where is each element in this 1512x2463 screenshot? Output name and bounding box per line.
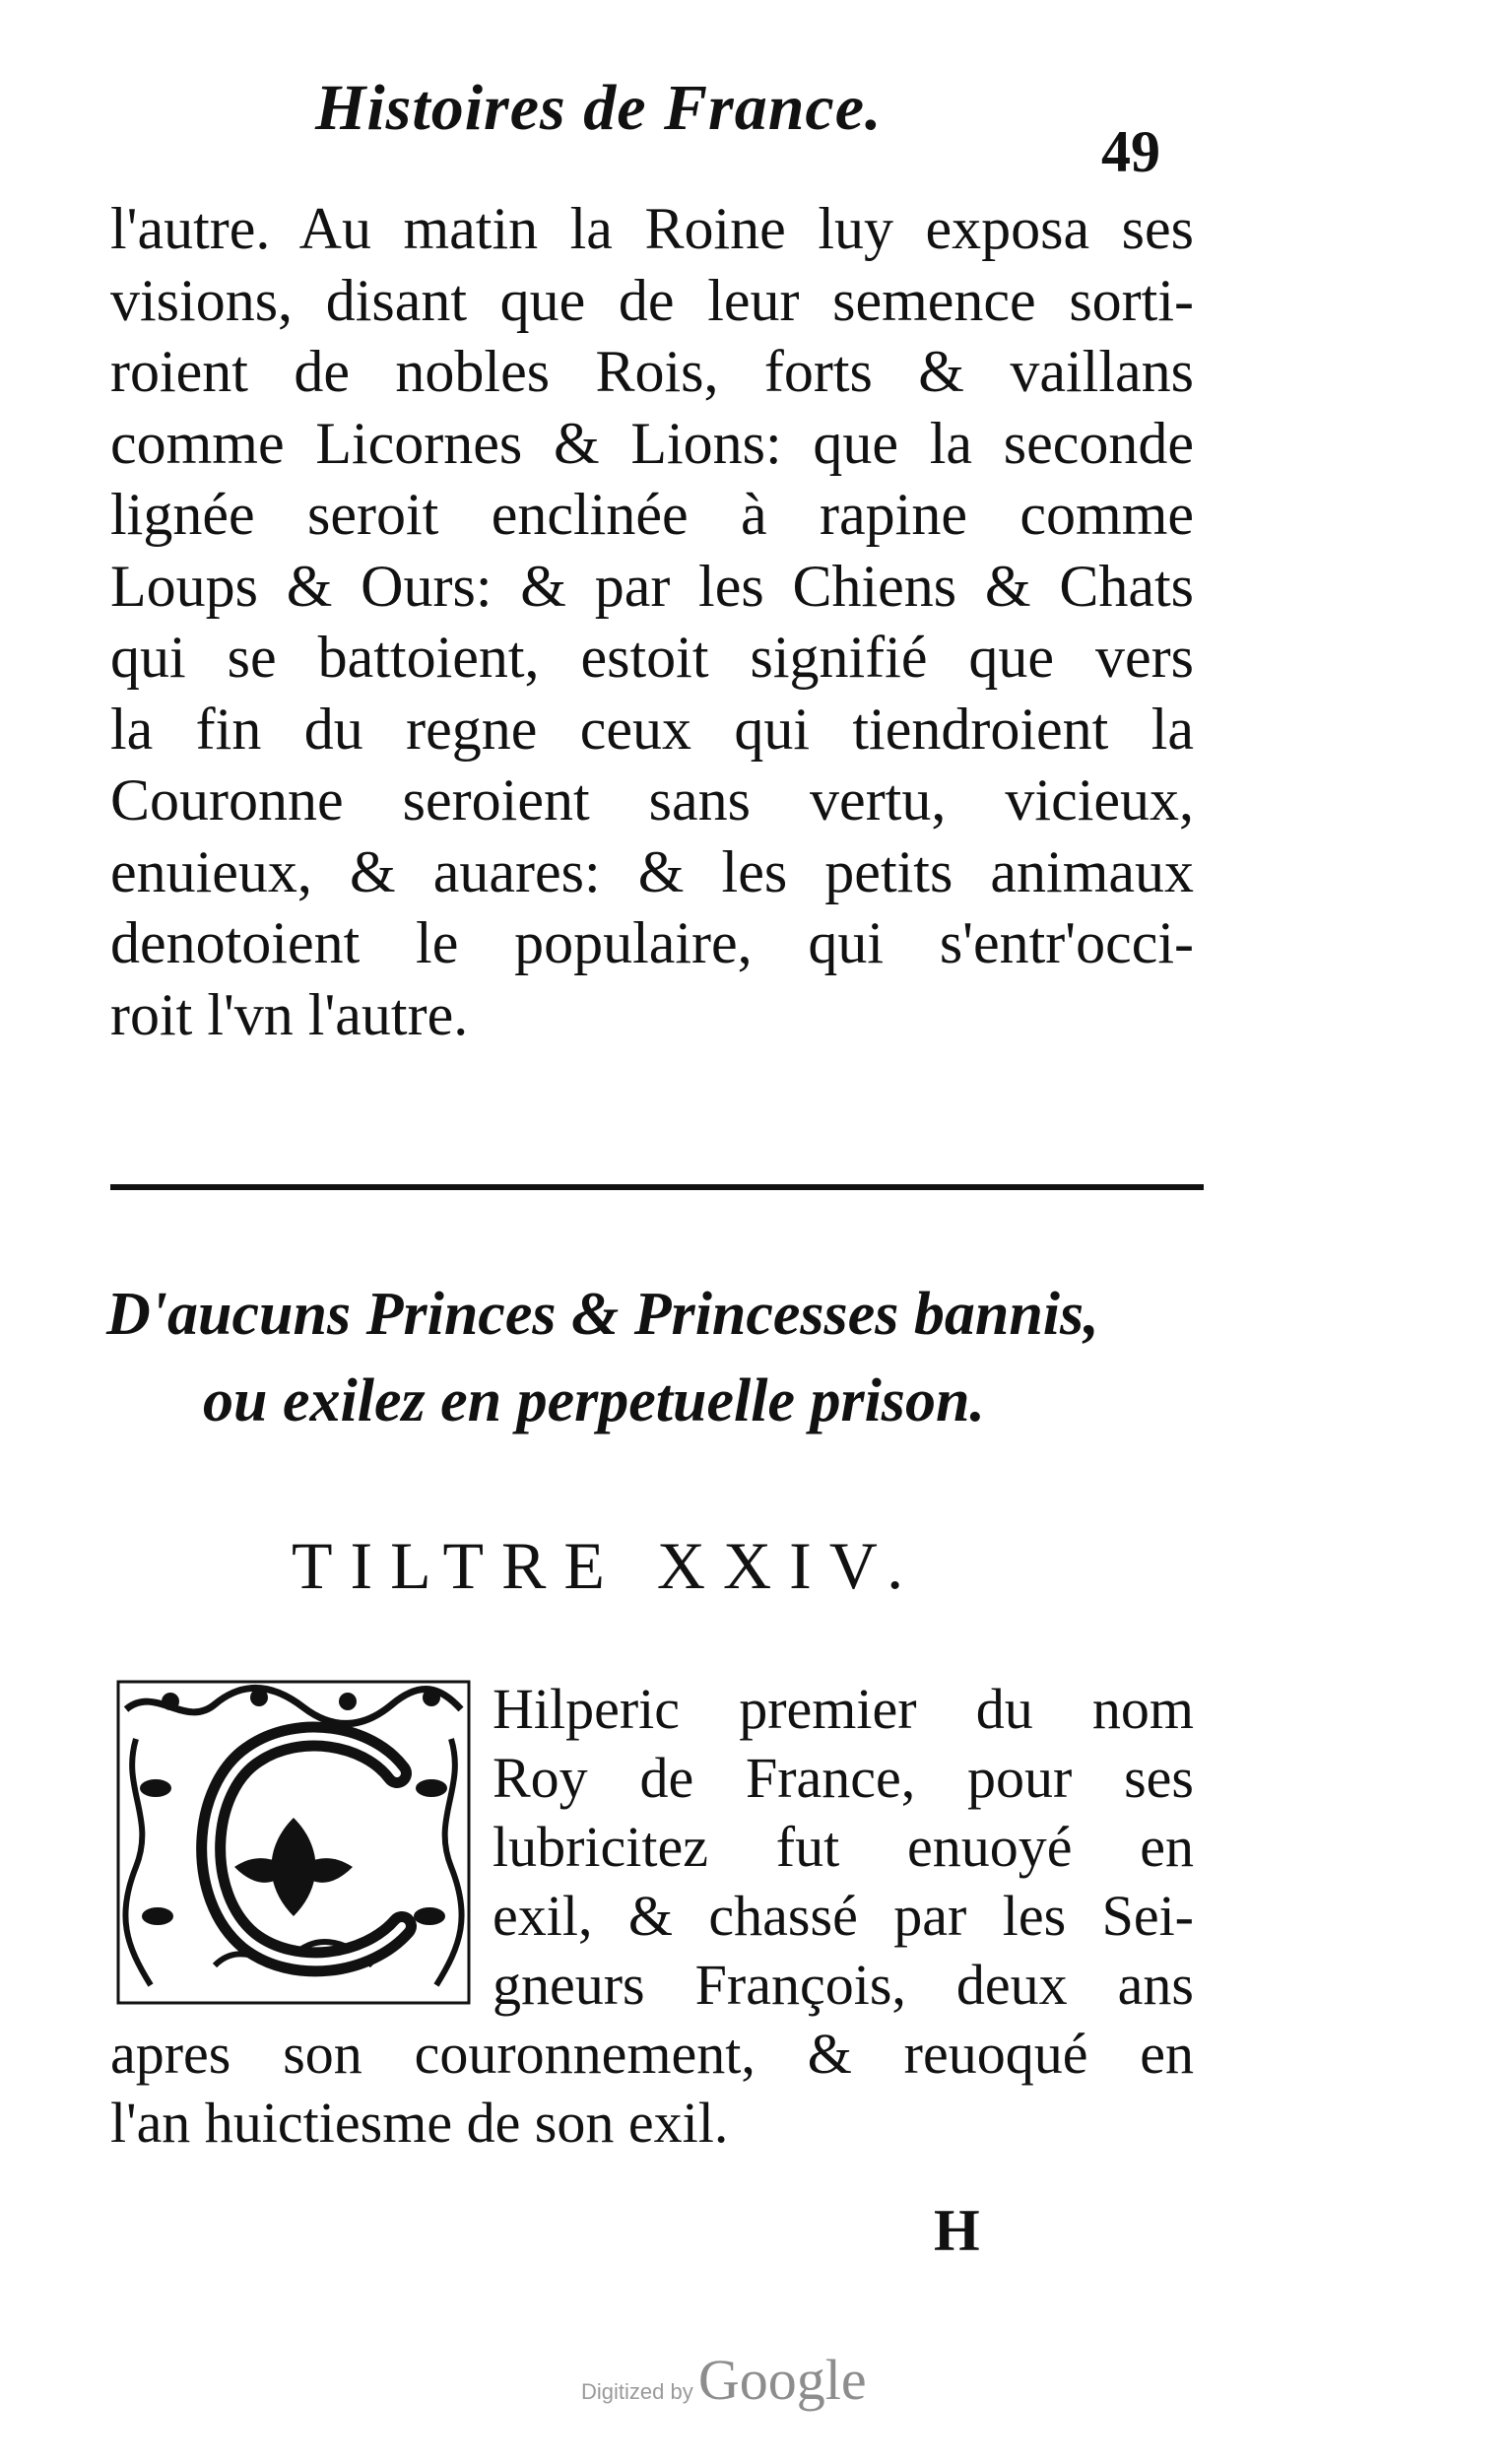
text-line: la fin du regne ceux qui tiendroient la xyxy=(110,696,1194,762)
text-line: gneurs François, deux ans xyxy=(493,1953,1194,2017)
text-line: apres son couronnement, & reuoqué en xyxy=(110,2022,1194,2086)
text-line: Roy de France, pour ses xyxy=(493,1746,1194,1810)
section-heading-line-1: D'aucuns Princes & Princesses bannis, xyxy=(106,1281,1099,1348)
text-line: Hilperic premier du nom xyxy=(493,1677,1194,1741)
text-line: denotoient le populaire, qui s'entr'occi- xyxy=(110,910,1194,975)
title-number: TILTRE XXIV. xyxy=(292,1528,922,1603)
text-line: lignée seroit enclinée à rapine comme xyxy=(110,482,1194,547)
chapter-paragraph-indented xyxy=(493,1675,1194,2020)
digitized-watermark xyxy=(581,2347,867,2413)
text-line: l'an huictiesme de son exil. xyxy=(110,2091,729,2155)
section-heading xyxy=(106,1271,1210,1444)
ornamental-drop-cap xyxy=(116,1680,471,2005)
section-heading-line-2: ou exilez en perpetuelle prison. xyxy=(203,1367,985,1434)
text-line: lubricitez fut enuoyé en xyxy=(493,1815,1194,1879)
text-line: Loups & Ours: & par les Chiens & Chats xyxy=(110,553,1194,619)
body-paragraph xyxy=(110,193,1194,1050)
text-line: visions, disant que de leur semence sorti- xyxy=(110,267,1194,333)
text-line: Couronne seroient sans vertu, vicieux, xyxy=(110,767,1194,832)
catchword: H xyxy=(934,2198,980,2263)
text-line: exil, & chassé par les Sei- xyxy=(493,1884,1194,1948)
text-line: roit l'vn l'autre. xyxy=(110,981,469,1047)
chapter-paragraph-full xyxy=(110,2020,1194,2158)
text-line: qui se battoient, estoit signifié que vers xyxy=(110,625,1194,690)
running-title: Histoires de France. xyxy=(315,72,883,144)
section-divider-rule xyxy=(110,1184,1204,1190)
page-number: 49 xyxy=(1101,119,1160,184)
watermark-small-text: Digitized by xyxy=(581,2379,693,2404)
text-line: comme Licornes & Lions: que la seconde xyxy=(110,410,1194,476)
text-line: roient de nobles Rois, forts & vaillans xyxy=(110,339,1194,404)
text-line: enuieux, & auares: & les petits animaux xyxy=(110,838,1194,904)
watermark-logo-text: Google xyxy=(697,2348,867,2412)
drop-cap-ornament-icon xyxy=(116,1680,471,2005)
text-line: l'autre. Au matin la Roine luy exposa ses xyxy=(110,196,1194,261)
